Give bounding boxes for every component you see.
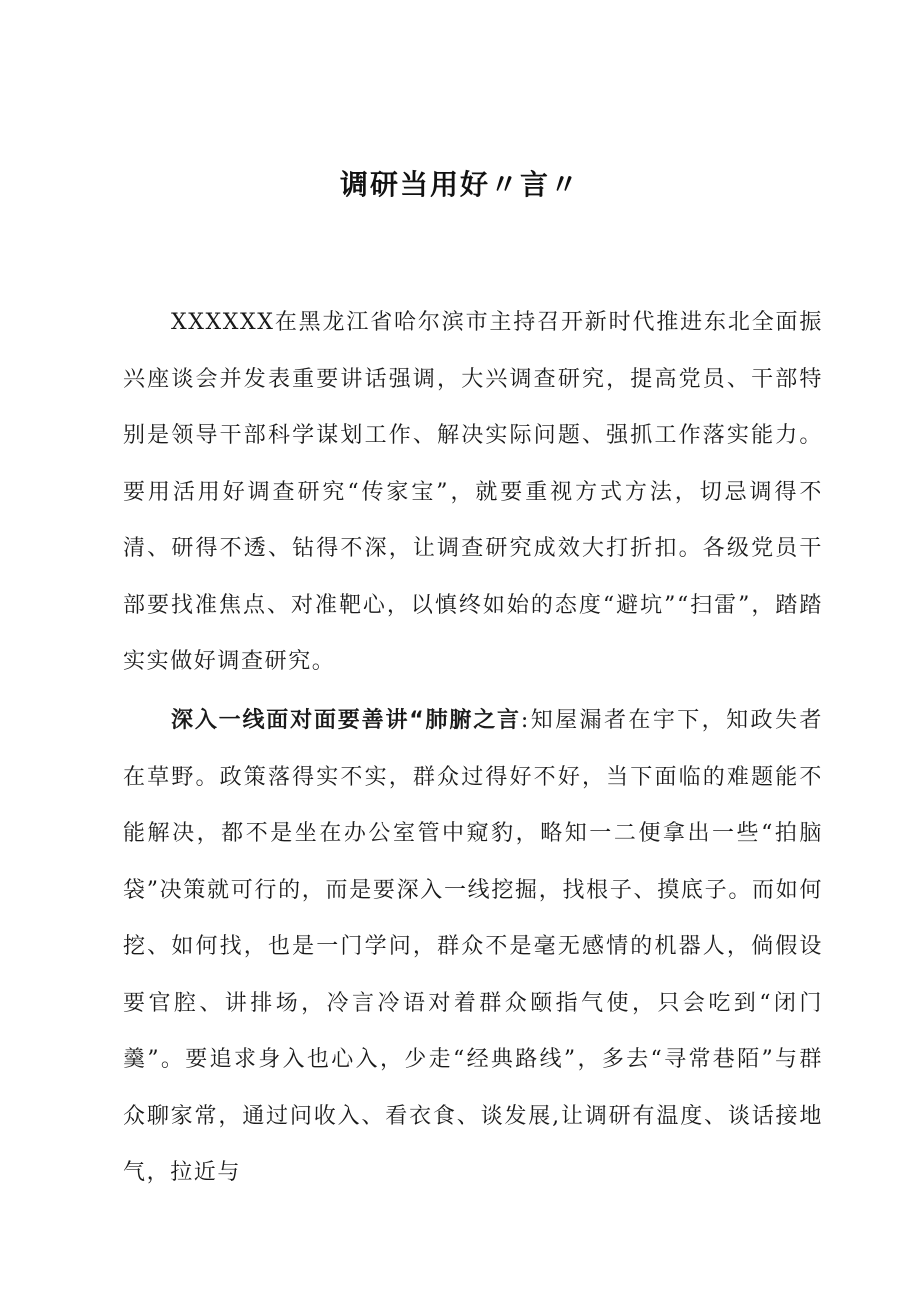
paragraph-1 [123,295,823,691]
document-title: 调研当用好〃言〃 [339,168,580,201]
paragraph-2-text: :知屋漏者在宇下，知政失者在草野。政策落得实不实，群众过得好不好，当下面临的难题能不能解决，都不是坐在办公室管中窥豹，略知一二便拿出一些“拍脑袋”决策就可行的，而是要深入一线挖掘，找根子、摸底子。而如何挖、如何找，也是一门学问，群众不是毫无感情的机器人，倘假设要官腔、讲排场，冷言冷语对着群众颐指气使，只会吃到“闭门羹”。要追求身入也心入，少走“经典路线”，多去“寻常巷陌”与群众聊家常，通过问收入、看衣食、谈发展,让调研有温度、谈话接地气，拉近与 [123,708,823,1185]
paragraph-1-text: XXXXXX在黑龙江省哈尔滨市主持召开新时代推进东北全面振兴座谈会并发表重要讲话强调，大兴调查研究，提高党员、干部特别是领导干部科学谋划工作、解决实际问题、强抓工作落实能力。要用活用好调查研究“传家宝”，就要重视方式方法，切忌调得不清、研得不透、钻得不深，让调查研究成效大打折扣。各级党员干部要找准焦点、对准靶心，以慎终如始的态度“避坑”“扫雷”，踏踏实实做好调查研究。 [123,310,823,674]
paragraph-2 [123,693,823,1202]
paragraph-2-lead: 深入一线面对面要善讲“肺腑之言 [171,708,521,733]
